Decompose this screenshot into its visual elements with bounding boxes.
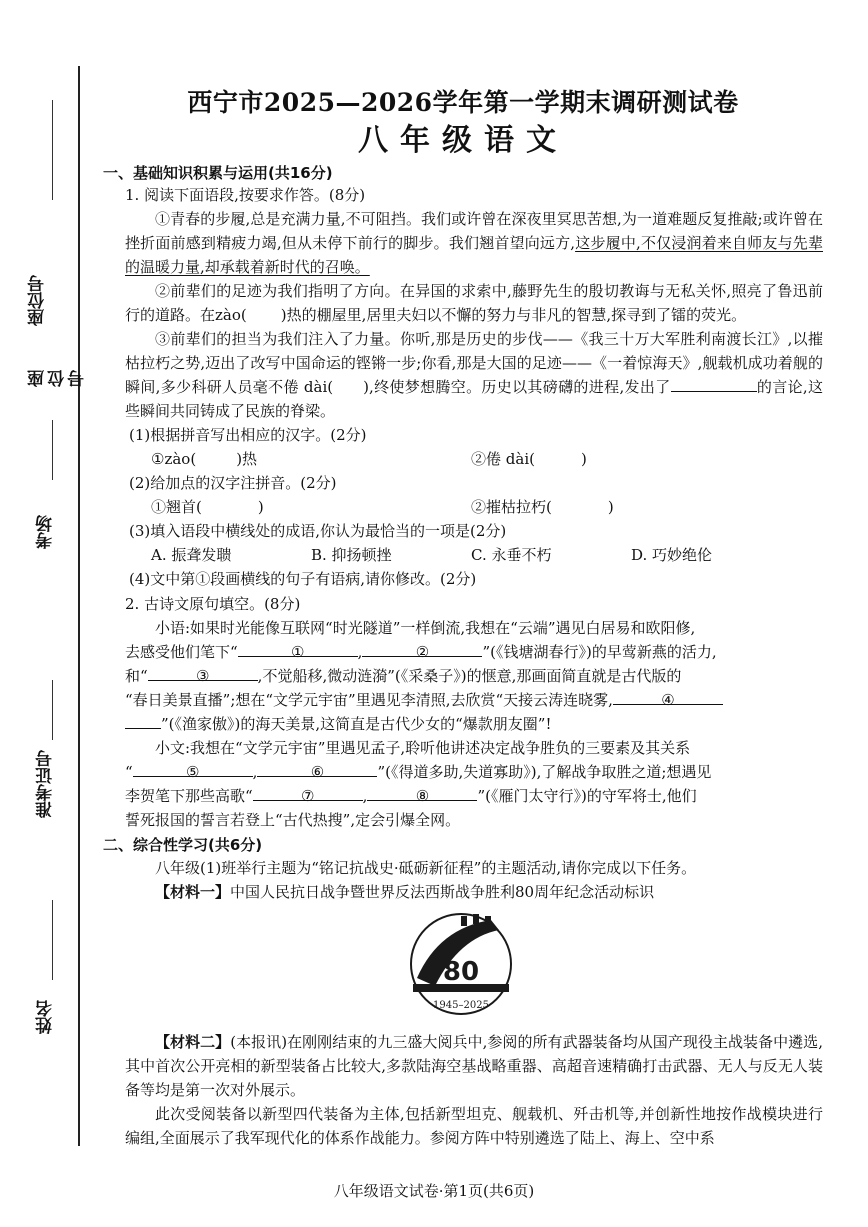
p3-text-a: ③前辈们的担当为我们注入了力量。你听,那是历史的步伐——《我三十万大军胜利南渡长江》,以摧枯拉朽之势,迈出了改写中国命运的铿锵一步;你看,那是大国的足迹——《一着惊海天》,舰载机成功着舰的瞬间,多少科研人员毫不倦 dài(: [125, 330, 823, 396]
poem-fill-line-7: “ ⑤ , ⑥ ”(《得道多助,失道寡助》),了解战争取胜之道;想遇见: [125, 760, 823, 784]
p2-text-b: )热的棚屋里,居里夫妇以不懈的努力与非凡的智慧,探寻到了镭的荧光。: [280, 306, 747, 324]
poem-fill-line-9: 誓死报国的誓言若登上“古代热搜”,定会引爆全网。: [125, 811, 461, 829]
poem-fill-line-8: 李贺笔下那些高歌“ ⑦ , ⑧ ”(《雁门太守行》)的守军将士,他们: [125, 784, 823, 808]
logo-number: 80: [442, 957, 480, 987]
ticket-number-label: 准考证号: [36, 750, 56, 818]
subq-3-options: [151, 543, 823, 567]
p3-text-c: 的言论,这些瞬间共同铸成了民族的脊梁。: [125, 378, 824, 420]
blank-7[interactable]: ⑦: [253, 784, 363, 801]
dai-blank[interactable]: [333, 376, 363, 392]
option-c[interactable]: C. 永垂不朽: [471, 546, 552, 564]
section-1-title: 一、基础知识积累与运用(共16分): [103, 164, 333, 182]
question-2-stem: 2. 古诗文原句填空。(8分): [125, 595, 301, 613]
blank-4-cont[interactable]: [125, 712, 161, 729]
anniversary-logo: [399, 908, 523, 1024]
subq-1-answers: [151, 447, 823, 471]
section-2-intro: 八年级(1)班举行主题为“铭记抗战史·砥砺新征程”的主题活动,请你完成以下任务。: [155, 859, 697, 877]
subq-2: (2)给加点的汉字注拼音。(2分): [129, 474, 337, 492]
p1-text: ①青春的步履,总是充满力量,不可阻挡。我们或许曾在深夜里冥思苦想,为一道难题反复推敲;或许曾在挫折面前感到精疲力竭,但从未停下前行的脚步。我们翘首望向远方,: [125, 210, 823, 252]
section-2-title: 二、综合性学习(共6分): [103, 836, 263, 854]
passage-paragraph-1: [125, 207, 823, 279]
p2-text-a: ②前辈们的足迹为我们指明了方向。在异国的求索中,藤野先生的殷切教诲与无私关怀,照亮了鲁迅前行的道路。在zào(: [125, 282, 823, 324]
logo-area: [103, 904, 823, 1030]
name-field[interactable]: [28, 900, 68, 1060]
blank-2[interactable]: ②: [362, 640, 482, 657]
page-footer: 八年级语文试卷·第1页(共6页): [333, 1182, 535, 1200]
blank-6[interactable]: ⑥: [257, 760, 377, 777]
binding-margin: [0, 0, 95, 1227]
question-1-stem: 1. 阅读下面语段,按要求作答。(8分): [125, 186, 366, 204]
material-1: 【材料一】中国人民抗日战争暨世界反法西斯战争胜利80周年纪念活动标识: [155, 883, 655, 901]
exam-content: [103, 86, 823, 1150]
subq-1-item-b[interactable]: ②倦 dài( ): [471, 450, 587, 468]
subq-1-item-a[interactable]: ①zào( )热: [151, 450, 258, 468]
p1-underlined-sentence: 这步履中,不仅浸润着来自师友与先辈的温暖力量,却承载着新时代的召唤。: [125, 234, 823, 276]
passage-paragraph-2: [125, 279, 823, 327]
blank-5[interactable]: ⑤: [133, 760, 253, 777]
idiom-blank[interactable]: [671, 375, 757, 392]
option-b[interactable]: B. 抑扬顿挫: [311, 546, 392, 564]
seat-number-label: 座位号: [28, 370, 88, 387]
poem-fill-line-6: 小文:我想在“文学元宇宙”里遇见孟子,聆听他讲述决定战争胜负的三要素及其关系: [155, 739, 691, 757]
subq-2-item-a[interactable]: ①翘首( ): [151, 498, 264, 516]
seat-label-holder: [28, 100, 68, 360]
seat-label-text: 座位号: [28, 275, 48, 326]
subq-1: (1)根据拼音写出相应的汉字。(2分): [129, 426, 367, 444]
blank-4[interactable]: ④: [613, 688, 723, 705]
passage-paragraph-3: [125, 327, 823, 423]
name-label: 姓名: [36, 1000, 56, 1034]
subq-4: (4)文中第①段画横线的句子有语病,请你修改。(2分): [129, 570, 477, 588]
poem-fill-line-1: 小语:如果时光能像互联网“时光隧道”一样倒流,我想在“云端”遇见白居易和欧阳修,: [155, 619, 696, 637]
subq-2-item-b[interactable]: ②摧枯拉朽( ): [471, 498, 614, 516]
exam-title: 西宁市2025—2026学年第一学期末调研测试卷: [187, 88, 739, 117]
exam-subject: 八年级语文: [358, 123, 568, 158]
option-d[interactable]: D. 巧妙绝伦: [631, 546, 713, 564]
ticket-number-field[interactable]: [28, 680, 68, 860]
p3-text-b: ),终使梦想腾空。历史以其磅礴的进程,发出了: [363, 378, 671, 396]
poem-fill-line-5: ”(《渔家傲》)的海天美景,这简直是古代少女的“爆款朋友圈”!: [125, 712, 823, 736]
binding-line: [78, 66, 80, 1146]
zao-blank[interactable]: [247, 304, 281, 320]
material-2-paragraph-2: 此次受阅装备以新型四代装备为主体,包括新型坦克、舰载机、歼击机等,并创新性地按作战模块进行编组,全面展示了我军现代化的体系作战能力。参阅方阵中特别遴选了陆上、海上、空中系: [125, 1105, 823, 1147]
blank-1[interactable]: ①: [238, 640, 358, 657]
exam-room-label: 考场: [36, 515, 56, 549]
subq-3: (3)填入语段中横线处的成语,你认为最恰当的一项是(2分): [129, 522, 507, 540]
poem-fill-line-2: 去感受他们笔下“ ① , ② ”(《钱塘湖春行》)的早莺新燕的活力,: [125, 640, 823, 664]
exam-room-field[interactable]: [28, 420, 68, 620]
poem-fill-line-3: 和“ ③ ,不觉船移,微动涟漪”(《采桑子》)的惬意,那画面简直就是古代版的: [125, 664, 823, 688]
blank-8[interactable]: ⑧: [367, 784, 477, 801]
option-a[interactable]: A. 振聋发聩: [151, 546, 232, 564]
logo-years: 1945–2025: [433, 1000, 489, 1011]
material-2: 【材料二】(本报讯)在刚刚结束的九三盛大阅兵中,参阅的所有武器装备均从国产现役主战装备中遴选,其中首次公开亮相的新型装备占比较大,多款陆海空基战略重器、高超音速精确打击武器、无人与反无人装备等均是第一次对外展示。: [125, 1033, 823, 1099]
poem-fill-line-4: “春日美景直播”;想在“文学元宇宙”里遇见李清照,去欣赏“天接云涛连晓雾, ④: [125, 688, 823, 712]
subq-2-answers: [151, 495, 823, 519]
blank-3[interactable]: ③: [148, 664, 258, 681]
